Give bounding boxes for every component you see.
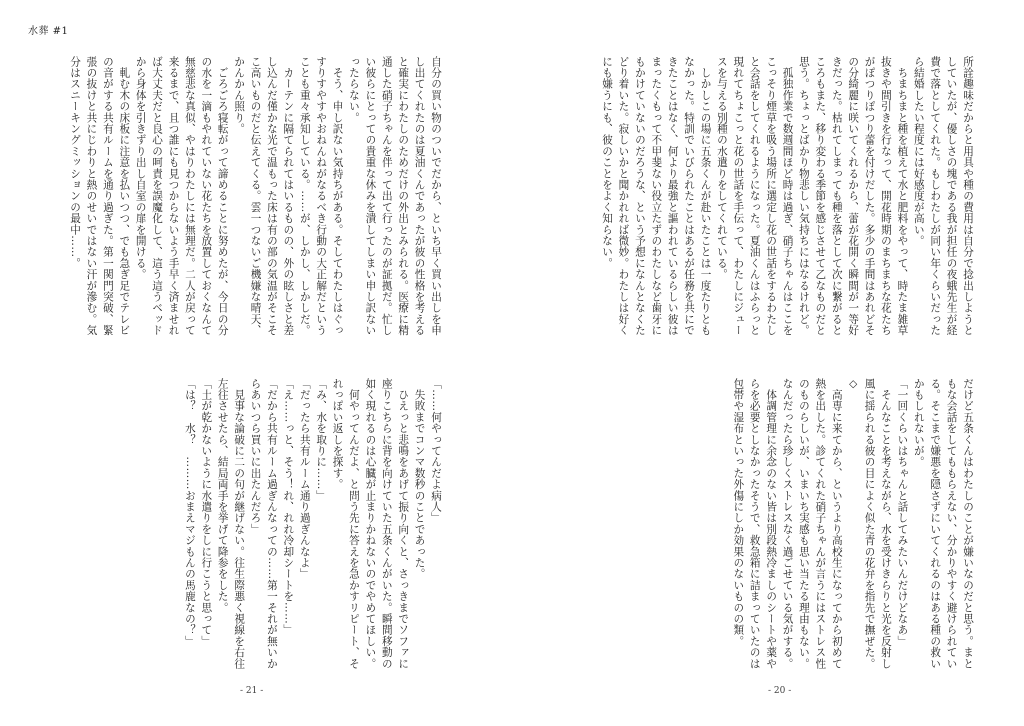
- document-header: 水葬 #1: [28, 26, 69, 37]
- right-page-bottom-text: だけど五条くんはわたしのことが嫌いなのだと思う。まともな会話をしてももらえない、分かりやすく避けられている。そこまで嫌悪を隠さずにいてくれるのはある種の救いかもしれないが。 「一回くらいはちゃんと話してみたいんだけどなあ」 そんなことを考えながら、水を受けきらりと光を反射し風に揺られる彼の目によく似た青の花弁を指先で撫ぜた。 ◇ 高専に来てから、というより高校生になってから初めて熱を出した。診てくれた硝子ちゃんが言うにはストレス性のものらしいが、いまいち実感も思い当たる理由もない。なんだったら珍しくストレスなく過ごせている気がする。 体調管理に余念のない皆は別段熱冷ましのシートや薬やらを必要としなかったそうで、救急箱に詰まっていたのは包帯や湿布といった外傷にしか効果のないものの類。: [732, 378, 974, 670]
- right-page-top-text: 所詮趣味だからと用具や種の費用は自分で捻出しようとしていたが、優しさの塊である我が担任の夜蛾先生が経費で落としてくれた。もしわたしが同い年くらいだったら結婚したい程度には好感度が高い。 ちまちまと種を植えて水と肥料をやって、時たま雑草抜きや間引きを行なって、開花時期のまちまちな花たちがぽつりぽつり蕾を付けだした。多少の手間はあれどその分綺麗に咲いてくれるから、蕾が花開く瞬間が一等好きだった。枯れてしまっても種を落として次に繋がるところもまた、移り変わる季節を感じさせて乙なものだと思う。ちょっとばかり物悲しい気持ちにはなるけれど。 孤独作業で数週間ほど時は過ぎ、硝子ちゃんはここをこっそり煙草を吸う場所に選定し花の世話をするわたしと会話をしてくれるようになった。夏油くんはふらっと現れてちょこっと花の世話を手伝って、わたしにジュースを与える別種の水遣りをしてくれている。 しかしこの場に五条くんが赴いたことは一度たりともなかった。特訓でいびられたことはあるが任務を共にできたことはなく、何より最強と謳われているらしい彼はまったくもって不甲斐ない役立たずのわたしなど歯牙にもかけていないのだろうな、という予想になんとなくたどり着いた。寂しいかと聞かれれば微妙。わたしは好くにも嫌うにも、彼のことをよく知らない。: [601, 56, 974, 336]
- right-page-number: - 20 -: [768, 686, 792, 696]
- right-page: [512, 0, 1024, 726]
- left-page-top-text: 自分の買い物のついでだから、といち早く買い出しを申し出てくれたのは夏油くんであったが彼の性格を考えると確実にわたしのためだけの外出とみられる。医療に精通した硝子ちゃんを伴って出て行ったのが証拠だ。忙しい彼らにとっての貴重な休みを潰してしまい申し訳ないったらない。 そう、申し訳ない気持ちがある。そしてわたしはぐっすりすやすやおねんねがなるべき行動の大正解だということも重々承知している。……が、しかし、しかしだ。 カーテンに隔てられてはいるものの、外の眩しさと差し込んだ僅かな光で温もった床は有の部の気温がそこそこ高いものだと伝えてくる。雲一つないご機嫌な晴天、かんかん照り。 ごろごろ寝転がって諦めることに努めたが、今日の分の水を一滴もやれていない花たちを放置しておくなんて無慈悲な真似、やはりわたしには無理だ。二人が戻って来るまで、且つ誰にも見つからないよう手早く済ませれば大丈夫だと良心の呵責を誤魔化して、這う這うベッドから身体を引きずり出し自室の扉を開ける。 軋む木の床板に注意を払いつつ、でも急ぎ足でテレビの音がする共有ルームを通り過ぎた。第一関門突破、緊張の抜けと共にじわりと熱のせいではない汗が滲む。気分はスニーキングミッションの最中……。: [69, 56, 442, 336]
- left-page-bottom-text: 「……何やってんだよ病人」 失敗までコンマ数秒のことであった。 ひえっと悲鳴をあげて振り向くと、さっきまでソファに座りこちらに背を向けていた五条くんがいた。瞬間移動の如く現れるのは心臓が止まりかねないのでやめてほしい。 何やってんだよ、と問う先に答えを急かすリピート、それっぽい返しを探す。 「み、水を取りに……」 「だったら共有ルーム通り過ぎんなよ」 「え……っと、そう！れ、れれ冷却シートを……」 「だから共有ルーム過ぎんなっての……第一それが無いからあいつら買いに出たんだろ」 見事な論破に二の句が継げない。往生際悪く視線を右往左往させたら、結局両手を挙げて降参をした。 「土が乾かないように水遣りをしに行こうと思って」 「は？ 水？ ………おまえマジもんの馬鹿なの？」: [183, 378, 442, 670]
- left-page-number: - 21 -: [240, 686, 264, 696]
